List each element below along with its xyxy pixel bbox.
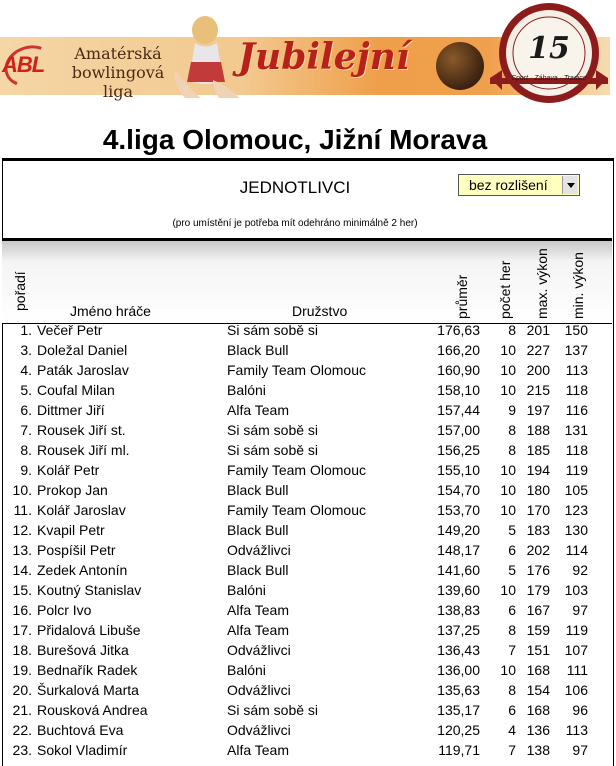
table-row [0,680,616,700]
cell-team: Black Bull [227,522,289,538]
cell-player-name: Přidalová Libuše [37,622,141,638]
abl-logo: ABL [2,52,45,77]
cell-player-name: Pospíšil Petr [37,542,116,558]
cell-rank: 19. [12,662,32,678]
cell-min: 97 [572,742,588,758]
cell-average: 139,60 [437,582,480,598]
standings-table [0,320,616,760]
cell-team: Odvážlivci [227,642,291,658]
eligibility-note: (pro umístění je potřeba mít odehráno minimálně 2 her) [172,218,418,229]
cell-games: 10 [500,342,516,358]
cell-average: 136,00 [437,662,480,678]
cell-min: 114 [565,542,588,558]
cell-games: 8 [508,622,516,638]
cell-player-name: Bednařík Radek [37,662,138,678]
cell-team: Odvážlivci [227,542,291,558]
table-row [0,560,616,580]
cell-team: Si sám sobě si [227,322,319,338]
cell-games: 5 [508,562,516,578]
table-row [0,340,616,360]
table-header [2,238,612,324]
cell-player-name: Kvapil Petr [37,522,105,538]
cell-games: 7 [508,742,516,758]
cell-min: 119 [565,622,588,638]
cell-min: 97 [572,602,588,618]
league-name [58,44,178,101]
cell-max: 180 [526,482,550,498]
cell-min: 92 [572,562,588,578]
cell-rank: 13. [12,542,32,558]
cell-rank: 14. [12,562,32,578]
cell-team: Balóni [227,382,266,398]
cell-games: 5 [508,522,516,538]
table-row [0,440,616,460]
cell-max: 200 [526,362,550,378]
table-row [0,520,616,540]
cell-min: 96 [572,702,588,718]
cell-max: 201 [526,322,550,338]
cell-min: 113 [565,362,588,378]
league-banner [0,0,616,100]
cell-average: 176,63 [437,322,480,338]
bowling-ball-icon [436,42,484,90]
table-row [0,600,616,620]
cell-min: 130 [564,522,588,538]
cell-average: 157,44 [437,402,480,418]
header-games: počet her [497,260,513,319]
cell-rank: 21. [12,702,32,718]
cell-max: 179 [526,582,550,598]
cell-rank: 8. [20,442,32,458]
cell-player-name: Kolář Petr [37,462,100,478]
cell-max: 215 [526,382,550,398]
jubilee-title: Jubilejní [238,36,410,78]
table-row [0,720,616,740]
cell-team: Family Team Olomouc [227,462,367,478]
chevron-down-icon[interactable] [562,176,578,194]
cell-min: 103 [564,582,588,598]
cell-games: 10 [500,482,516,498]
header-average: průměr [454,274,470,319]
cell-average: 153,70 [437,502,480,518]
table-row [0,360,616,380]
table-row [0,660,616,680]
cell-max: 185 [526,442,550,458]
table-row [0,380,616,400]
cell-max: 167 [526,602,550,618]
cell-rank: 16. [12,602,32,618]
cell-rank: 3. [20,342,32,358]
anniversary-badge [490,0,608,106]
cell-team: Alfa Team [227,742,289,758]
cell-rank: 4. [20,362,32,378]
cell-max: 194 [526,462,550,478]
cell-player-name: Šurkalová Marta [37,682,139,698]
gender-filter-select[interactable] [458,174,580,196]
cell-min: 119 [565,462,588,478]
cell-average: 148,17 [437,542,480,558]
cell-min: 116 [565,402,588,418]
cell-games: 8 [508,682,516,698]
bowler-mascot-icon [165,10,245,98]
cell-average: 135,17 [437,702,480,718]
table-row [0,420,616,440]
cell-average: 156,25 [437,442,480,458]
cell-max: 188 [526,422,550,438]
cell-rank: 17. [12,622,32,638]
cell-rank: 20. [12,682,32,698]
cell-rank: 1. [20,322,32,338]
cell-player-name: Buchtová Eva [37,722,124,738]
cell-min: 123 [564,502,588,518]
badge-text-bottom: od r. 2001 [537,90,561,96]
cell-team: Alfa Team [227,602,289,618]
gender-filter-value: bez rozlišení [469,177,548,193]
cell-games: 10 [500,382,516,398]
cell-team: Si sám sobě si [227,702,319,718]
cell-team: Si sám sobě si [227,422,319,438]
cell-min: 113 [565,722,588,738]
cell-team: Family Team Olomouc [227,502,367,518]
cell-max: 183 [526,522,550,538]
cell-average: 137,25 [437,622,480,638]
cell-average: 166,20 [437,342,480,358]
cell-rank: 15. [12,582,32,598]
cell-team: Alfa Team [227,622,289,638]
table-row [0,400,616,420]
badge-text-mid: Sport · Zábava · Tradice [511,75,587,82]
cell-games: 6 [508,542,516,558]
cell-team: Odvážlivci [227,682,291,698]
cell-average: 119,71 [438,742,480,758]
cell-min: 131 [564,422,588,438]
cell-player-name: Dittmer Jiří [37,402,105,418]
cell-average: 136,43 [437,642,480,658]
cell-average: 120,25 [437,722,480,738]
cell-average: 154,70 [437,482,480,498]
cell-player-name: Polcr Ivo [37,602,92,618]
table-row [0,700,616,720]
cell-average: 160,90 [437,362,480,378]
cell-min: 105 [564,482,588,498]
cell-games: 7 [508,642,516,658]
cell-min: 118 [565,442,588,458]
cell-games: 6 [508,702,516,718]
league-name-line2: bowlingová liga [71,63,165,101]
cell-rank: 10. [12,482,32,498]
cell-average: 135,63 [437,682,480,698]
cell-min: 107 [564,642,588,658]
cell-max: 176 [526,562,550,578]
cell-rank: 7. [20,422,32,438]
cell-player-name: Paták Jaroslav [37,362,129,378]
cell-team: Black Bull [227,482,289,498]
cell-team: Si sám sobě si [227,442,319,458]
cell-rank: 11. [13,502,32,518]
cell-player-name: Prokop Jan [37,482,108,498]
cell-games: 9 [508,402,516,418]
cell-max: 154 [526,682,550,698]
league-name-line1: Amatérská [74,44,162,63]
table-row [0,620,616,640]
cell-team: Alfa Team [227,402,289,418]
header-name: Jméno hráče [70,303,151,319]
header-rank: pořadí [12,271,28,311]
page-title: 4.liga Olomouc, Jižní Morava [102,124,488,155]
cell-max: 168 [526,662,550,678]
cell-games: 6 [508,602,516,618]
table-row [0,580,616,600]
cell-rank: 6. [20,402,32,418]
cell-rank: 18. [12,642,32,658]
cell-min: 118 [565,382,588,398]
cell-rank: 12. [12,522,32,538]
cell-player-name: Kolář Jaroslav [37,502,126,518]
cell-average: 149,20 [437,522,480,538]
cell-games: 8 [508,322,516,338]
cell-average: 155,10 [437,462,480,478]
cell-max: 197 [526,402,550,418]
table-row [0,640,616,660]
header-max: max. výkon [534,248,550,319]
cell-average: 141,60 [437,562,480,578]
cell-games: 10 [500,502,516,518]
cell-min: 111 [566,662,588,678]
cell-games: 10 [500,582,516,598]
cell-team: Black Bull [227,342,289,358]
cell-games: 8 [508,422,516,438]
cell-average: 158,10 [437,382,480,398]
cell-max: 159 [526,622,550,638]
cell-rank: 23. [12,742,32,758]
table-row [0,460,616,480]
cell-games: 8 [508,442,516,458]
cell-player-name: Rousek Jiří st. [37,422,126,438]
table-row [0,500,616,520]
header-team: Družstvo [292,303,348,319]
cell-team: Family Team Olomouc [227,362,367,378]
cell-team: Balóni [227,582,266,598]
cell-average: 138,83 [437,602,480,618]
cell-games: 10 [500,662,516,678]
cell-rank: 5. [20,382,32,398]
cell-games: 10 [500,462,516,478]
cell-player-name: Burešová Jitka [37,642,129,658]
section-title: JEDNOTLIVCI [239,178,351,197]
table-row [0,540,616,560]
cell-max: 227 [526,342,550,358]
cell-team: Black Bull [227,562,289,578]
cell-min: 106 [564,682,588,698]
cell-player-name: Rousek Jiří ml. [37,442,130,458]
cell-player-name: Večeř Petr [37,322,103,338]
cell-max: 168 [526,702,550,718]
cell-average: 157,00 [437,422,480,438]
badge-number: 15 [528,31,570,66]
cell-rank: 22. [12,722,32,738]
header-min: min. výkon [570,252,586,319]
cell-min: 150 [564,322,588,338]
cell-player-name: Doležal Daniel [37,342,128,358]
cell-player-name: Rousková Andrea [37,702,148,718]
cell-min: 137 [564,342,588,358]
cell-max: 202 [526,542,550,558]
cell-player-name: Koutný Stanislav [37,582,142,598]
table-row [0,320,616,340]
table-row [0,480,616,500]
cell-max: 151 [526,642,550,658]
cell-player-name: Sokol Vladimír [37,742,128,758]
cell-games: 4 [508,722,516,738]
cell-max: 170 [526,502,550,518]
cell-rank: 9. [20,462,32,478]
cell-team: Odvážlivci [227,722,291,738]
cell-games: 10 [500,362,516,378]
cell-team: Balóni [227,662,266,678]
cell-max: 138 [526,742,550,758]
cell-player-name: Zedek Antonín [37,562,128,578]
cell-player-name: Coufal Milan [37,382,115,398]
cell-max: 136 [526,722,550,738]
table-row [0,740,616,760]
